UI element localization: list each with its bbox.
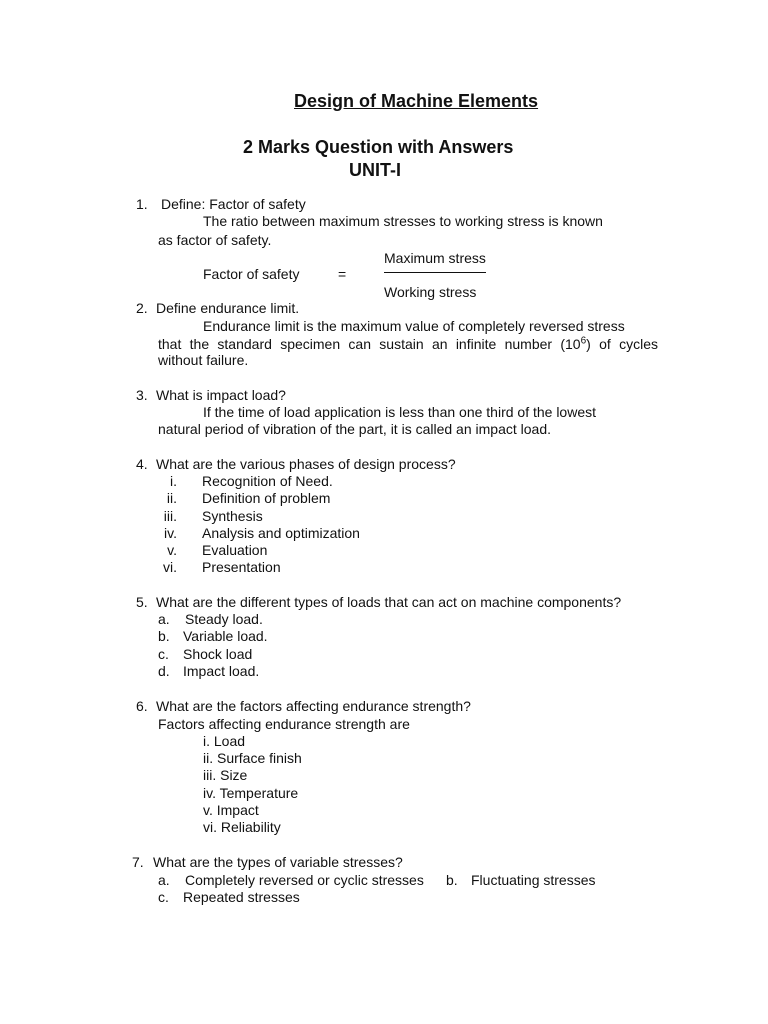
- list-marker: a.: [158, 611, 170, 627]
- question-text: What are the different types of loads that can act on machine components?: [156, 594, 622, 610]
- list-item: Completely reversed or cyclic stresses: [185, 872, 424, 888]
- list-item: iii. Size: [203, 767, 248, 783]
- list-marker: b.: [158, 628, 170, 644]
- list-item: iv. Temperature: [203, 785, 299, 801]
- list-item: v. Impact: [203, 802, 259, 818]
- formula-lhs: Factor of safety: [203, 266, 300, 282]
- question-number: 2.: [136, 300, 148, 316]
- list-marker: d.: [158, 663, 170, 679]
- formula-numerator: Maximum stress: [384, 250, 486, 266]
- question-number: 1.: [136, 196, 148, 212]
- list-marker: iii.: [163, 508, 177, 524]
- question-number: 6.: [136, 698, 148, 714]
- question-number: 5.: [136, 594, 148, 610]
- list-marker: ii.: [166, 490, 177, 506]
- answer-line-part: that the standard specimen can sustain an infinite number (10: [158, 336, 581, 352]
- formula-equals: =: [338, 266, 347, 282]
- answer-intro: Factors affecting endurance strength are: [158, 716, 410, 732]
- list-marker: v.: [167, 542, 177, 558]
- question-text: What is impact load?: [156, 387, 286, 403]
- unit-heading: UNIT-I: [349, 160, 401, 180]
- list-item: Repeated stresses: [183, 889, 300, 905]
- document-subtitle: 2 Marks Question with Answers: [243, 137, 514, 157]
- answer-line: Endurance limit is the maximum value of completely reversed stress: [203, 318, 625, 334]
- list-marker: c.: [158, 889, 169, 905]
- list-item: i. Load: [203, 733, 246, 749]
- list-item: Steady load.: [185, 611, 263, 627]
- list-item: Fluctuating stresses: [471, 872, 596, 888]
- question-text: What are the types of variable stresses?: [153, 854, 403, 870]
- answer-line: without failure.: [158, 352, 249, 368]
- answer-line-part: ) of cycles: [586, 336, 658, 352]
- list-marker: vi.: [163, 559, 177, 575]
- question-number: 4.: [136, 456, 148, 472]
- question-number: 3.: [136, 387, 148, 403]
- list-item: vi. Reliability: [203, 819, 281, 835]
- list-item: Impact load.: [183, 663, 260, 679]
- list-item: Recognition of Need.: [202, 473, 333, 489]
- list-marker: iv.: [164, 525, 177, 541]
- question-text: Define: Factor of safety: [161, 196, 306, 212]
- question-text: What are the various phases of design process?: [156, 456, 456, 472]
- list-item: Analysis and optimization: [202, 525, 360, 541]
- list-item: Variable load.: [183, 628, 268, 644]
- question-text: Define endurance limit.: [156, 300, 300, 316]
- answer-line: The ratio between maximum stresses to working stress is known: [203, 213, 603, 229]
- list-marker: b.: [446, 872, 458, 888]
- list-item: Evaluation: [202, 542, 268, 558]
- formula-denominator: Working stress: [384, 284, 477, 300]
- question-text: What are the factors affecting endurance strength?: [156, 698, 471, 714]
- list-item: Synthesis: [202, 508, 263, 524]
- list-item: Shock load: [183, 646, 253, 662]
- answer-line: If the time of load application is less than one third of the lowest: [203, 404, 597, 420]
- superscript-exponent: 6: [580, 335, 587, 347]
- list-item: ii. Surface finish: [203, 750, 302, 766]
- question-number: 7.: [132, 854, 144, 870]
- list-marker: i.: [170, 473, 177, 489]
- list-item: Presentation: [202, 559, 281, 575]
- answer-line: natural period of vibration of the part, it is called an impact load.: [158, 421, 551, 437]
- list-marker: c.: [158, 646, 169, 662]
- list-item: Definition of problem: [202, 490, 331, 506]
- fraction-bar: [384, 272, 486, 273]
- document-title: Design of Machine Elements: [294, 91, 539, 111]
- list-marker: a.: [158, 872, 170, 888]
- answer-line: as factor of safety.: [158, 232, 272, 248]
- answer-line-justified: [158, 336, 658, 353]
